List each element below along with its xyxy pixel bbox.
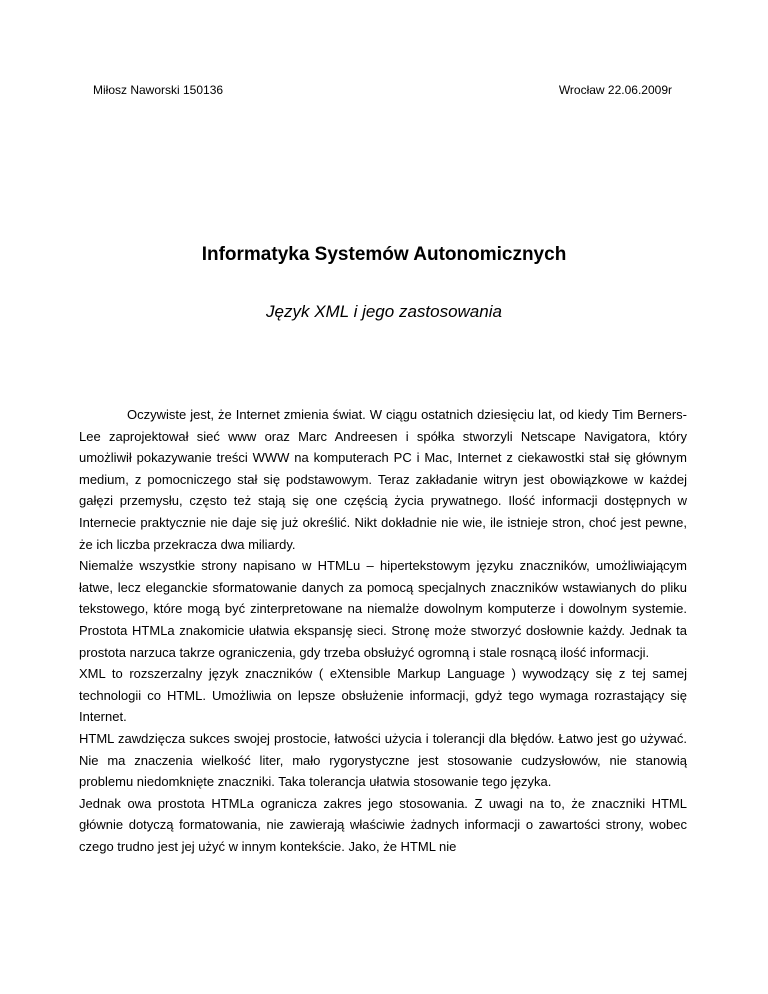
document-subtitle: Język XML i jego zastosowania [266,302,502,321]
body-text [79,404,687,857]
paragraph: Niemalże wszystkie strony napisano w HTMLu – hipertekstowym języku znaczników, umożliwiającym łatwe, lecz eleganckie sformatowanie danych za pomocą specjalnych znaczników wstawianych do pliku tekstowego, które mogą być zinterpretowane na niemalże dowolnym komputerze i dowolnym systemie. Prostota HTMLa znakomicie ułatwia ekspansję sieci. Stronę może stworzyć dosłownie każdy. Jednak ta prostota narzuca takrze ograniczenia, gdy trzeba obsłużyć ogromną i stale rosnącą ilość informacji. [79,558,687,660]
author-name: Miłosz Naworski 150136 [93,83,224,97]
paragraph: Oczywiste jest, że Internet zmienia świat. W ciągu ostatnich dziesięciu lat, od kiedy Tim Berners-Lee zaprojektował sieć www oraz Marc Andreesen i spółka stworzyli Netscape Navigatora, który umożliwił pokazywanie treści WWW na komputerach PC i Mac, Internet z ciekawostki stał się głównym medium, z pomocniczego stał się podstawowym. Teraz zakładanie witryn jest obowiązkowe w każdej gałęzi przemysłu, często też stają się one częścią życia prywatnego. Ilość informacji dostępnych w Internecie praktycznie nie daje się już określić. Nikt dokładnie nie wie, ile istnieje stron, choć jest pewne, że ich liczba przekracza dwa miliardy. [79,407,687,552]
document-title: Informatyka Systemów Autonomicznych [201,244,567,265]
paragraph: Jednak owa prostota HTMLa ogranicza zakres jego stosowania. Z uwagi na to, że znaczniki HTML głównie dotyczą formatowania, nie zawierają właściwie żadnych informacji o zawartości strony, wobec czego trudno jest jej użyć w innym kontekście. Jako, że HTML nie [79,795,687,854]
place-date: Wrocław 22.06.2009r [558,83,672,97]
paragraph: XML to rozszerzalny język znaczników ( eXtensible Markup Language ) wywodzący się z tej samej technologii co HTML. Umożliwia on lepsze obsłużenie informacji, gdyż tego wymaga rozrastający się Internet. [79,666,687,725]
paragraph: HTML zawdzięcza sukces swojej prostocie, łatwości użycia i tolerancji dla błędów. Łatwo jest go używać. Nie ma znaczenia wielkość liter, mało rygorystyczne jest stosowanie cudzysłowów, nie stanowią problemu niedomknięte znaczniki. Taka tolerancja ułatwia stosowanie tego języka. [79,730,687,790]
